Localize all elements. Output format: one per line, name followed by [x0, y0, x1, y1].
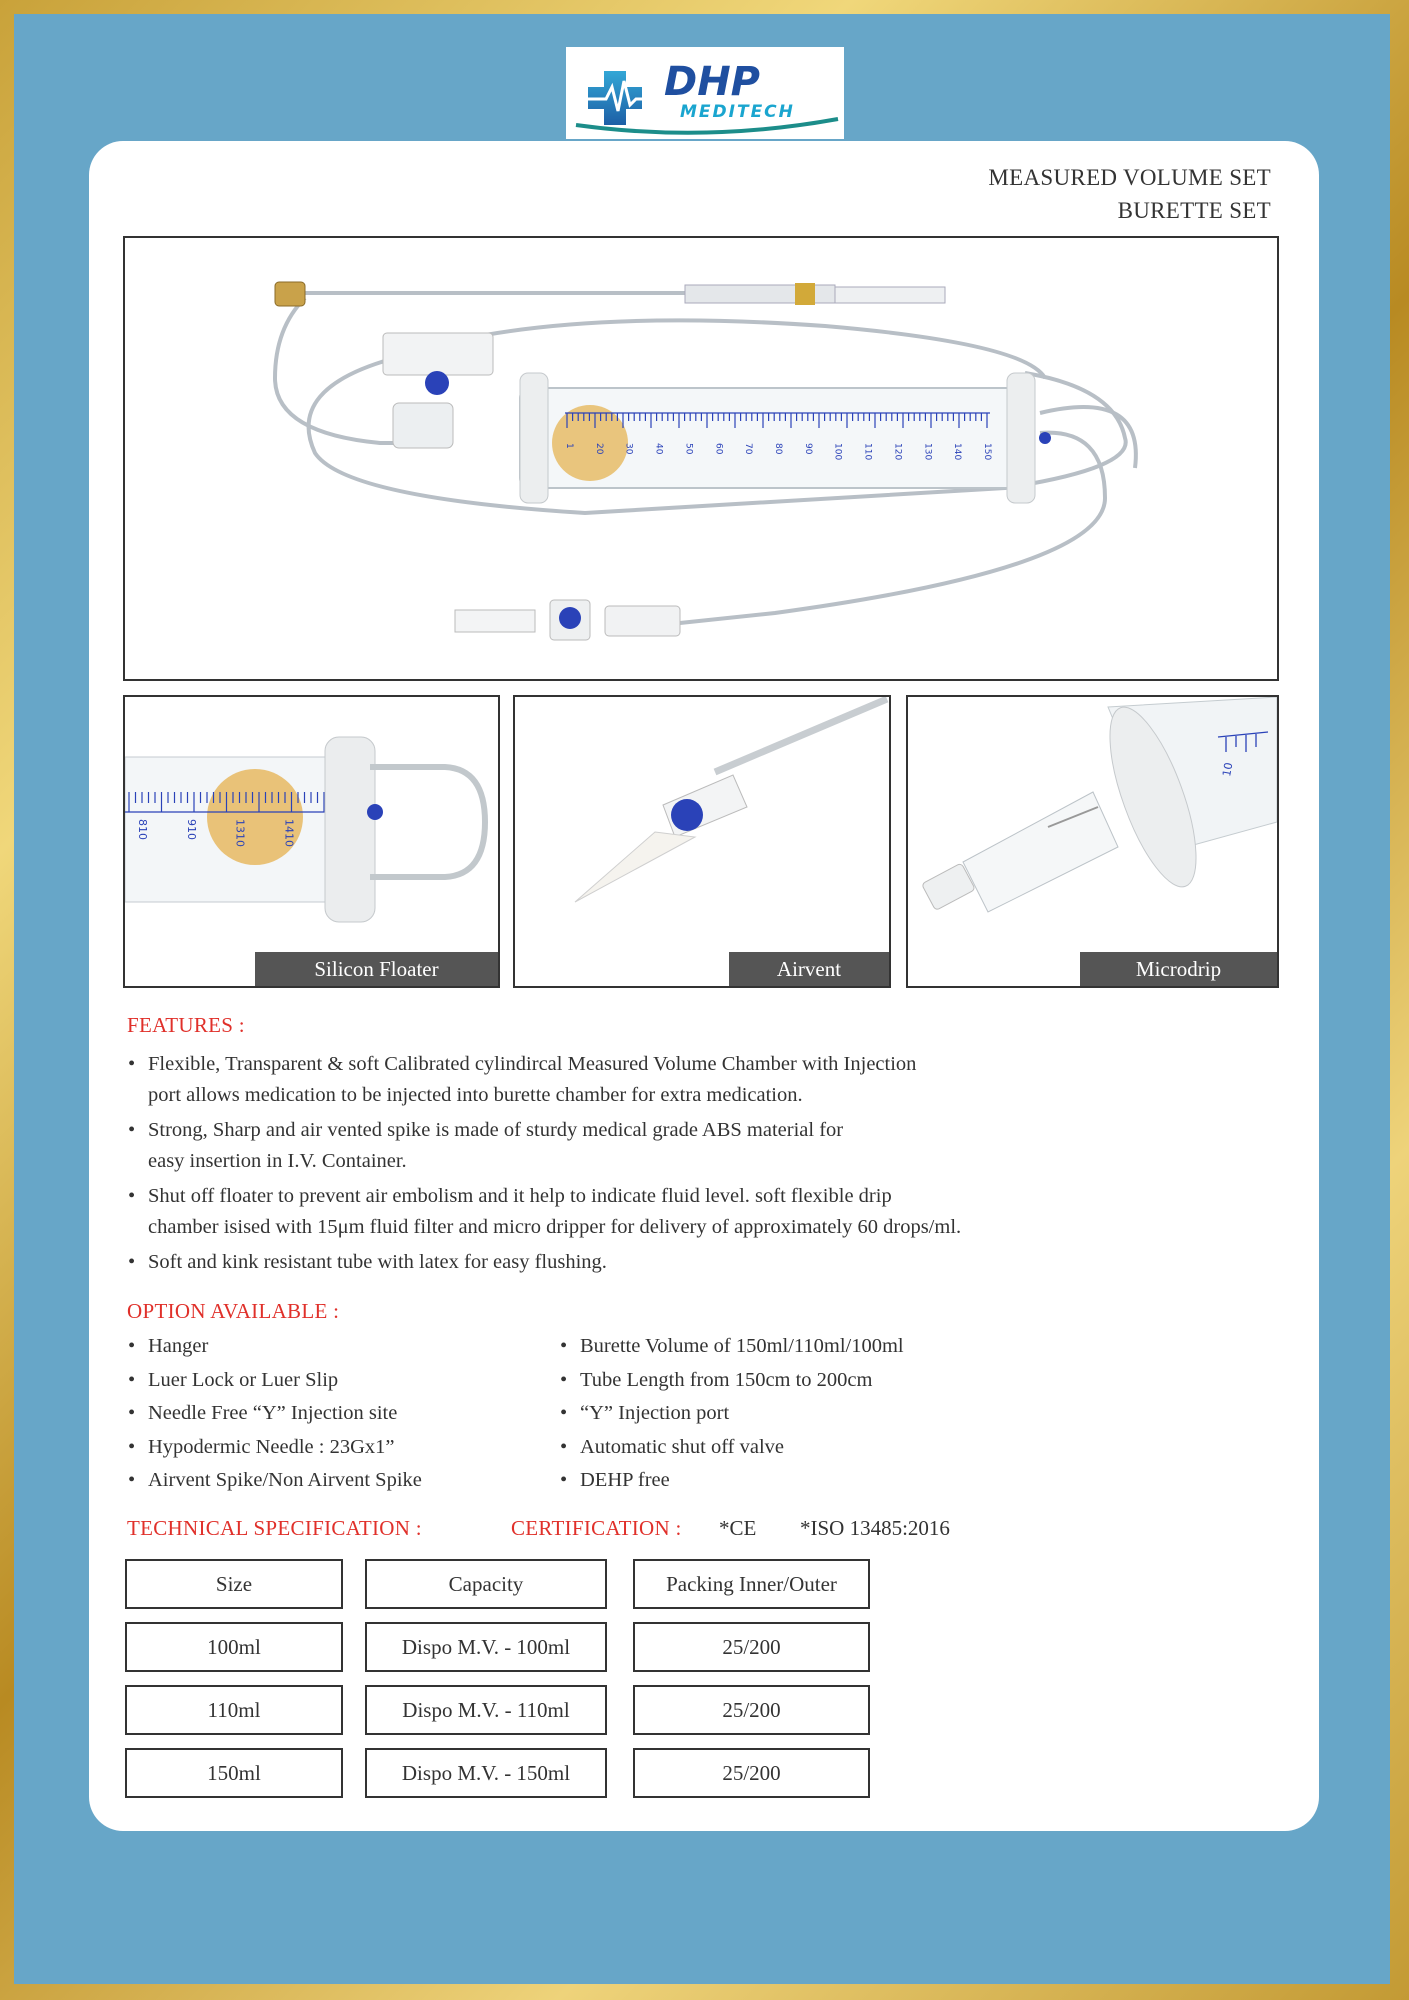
feature-item: • Flexible, Transparent & soft Calibrated cylindircal Measured Volume Chamber with Injection port allows medication to be injected into burette chamber for extra medication.	[125, 1049, 1245, 1111]
floater-scale-label: 1410	[282, 819, 296, 847]
caption-microdrip: Microdrip	[1080, 952, 1277, 986]
logo-graphic	[566, 47, 844, 139]
caption-silicon-floater: Silicon Floater	[255, 952, 498, 986]
table-cell: 100ml	[125, 1622, 343, 1672]
options-right-list	[557, 1331, 1057, 1499]
main-scale-label: 150	[982, 443, 992, 461]
airvent-image	[513, 695, 891, 988]
floater-scale-label: 910	[184, 819, 198, 840]
option-item: • Burette Volume of 150ml/110ml/100ml	[557, 1331, 1057, 1365]
main-scale-label: 40	[653, 443, 664, 455]
main-product-image	[123, 236, 1279, 681]
title-line-2: BURETTE SET	[1117, 198, 1271, 223]
option-item: • DEHP free	[557, 1465, 1057, 1499]
option-item: • “Y” Injection port	[557, 1398, 1057, 1432]
main-scale-label: 100	[832, 443, 843, 461]
table-cell: 25/200	[633, 1685, 870, 1735]
burette-set-illustration	[125, 238, 1277, 679]
airvent-spike-illustration	[515, 697, 889, 986]
content-card	[89, 141, 1319, 1831]
table-cell: Dispo M.V. - 100ml	[365, 1622, 607, 1672]
options-left-list	[125, 1331, 545, 1499]
option-item: • Automatic shut off valve	[557, 1432, 1057, 1466]
options-heading: OPTION AVAILABLE :	[127, 1299, 340, 1323]
table-cell: 150ml	[125, 1748, 343, 1798]
table-header-packing: Packing Inner/Outer	[633, 1559, 870, 1609]
main-scale-label: 90	[802, 443, 813, 455]
option-item: • Luer Lock or Luer Slip	[125, 1365, 545, 1399]
certification-iso: *ISO 13485:2016	[800, 1516, 950, 1540]
main-scale-label: 30	[623, 443, 634, 455]
main-scale-label: 140	[952, 443, 963, 461]
main-scale-label: 20	[593, 443, 604, 455]
floater-scale-label: 1310	[233, 819, 247, 847]
certification-ce: *CE	[719, 1516, 757, 1540]
option-item: • Needle Free “Y” Injection site	[125, 1398, 545, 1432]
caption-airvent: Airvent	[729, 952, 889, 986]
option-item: • Hanger	[125, 1331, 545, 1365]
option-item: • Hypodermic Needle : 23Gx1”	[125, 1432, 545, 1466]
table-cell: 25/200	[633, 1748, 870, 1798]
logo-name: DHP	[664, 59, 760, 105]
main-scale-label: 1	[564, 443, 574, 449]
microdrip-illustration	[908, 697, 1277, 986]
logo-subtitle: MEDITECH	[680, 102, 795, 122]
floater-illustration	[125, 697, 498, 986]
silicon-floater-image	[123, 695, 500, 988]
option-item: • Tube Length from 150cm to 200cm	[557, 1365, 1057, 1399]
floater-scale-label: 810	[136, 819, 149, 840]
table-cell: 110ml	[125, 1685, 343, 1735]
company-logo	[566, 47, 844, 139]
main-scale-label: 70	[743, 443, 754, 455]
title-line-1: MEASURED VOLUME SET	[988, 165, 1271, 190]
feature-item: • Strong, Sharp and air vented spike is made of sturdy medical grade ABS material for easy insertion in I.V. Container.	[125, 1115, 1245, 1177]
certification-heading: CERTIFICATION :	[511, 1516, 682, 1540]
main-scale-label: 80	[773, 443, 783, 455]
table-cell: Dispo M.V. - 150ml	[365, 1748, 607, 1798]
table-header-size: Size	[125, 1559, 343, 1609]
features-heading: FEATURES :	[127, 1013, 245, 1037]
feature-item: • Shut off floater to prevent air embolism and it help to indicate fluid level. soft flexible drip chamber isised with 15μm fluid filter and micro dripper for delivery of approximately 60 drops/ml.	[125, 1181, 1245, 1243]
microdrip-image	[906, 695, 1279, 988]
table-header-capacity: Capacity	[365, 1559, 607, 1609]
microdrip-scale-label: 10	[1220, 761, 1236, 778]
main-scale-label: 110	[862, 443, 873, 461]
main-scale-label: 130	[922, 443, 933, 461]
option-item: • Airvent Spike/Non Airvent Spike	[125, 1465, 545, 1499]
table-cell: 25/200	[633, 1622, 870, 1672]
table-cell: Dispo M.V. - 110ml	[365, 1685, 607, 1735]
feature-item: • Soft and kink resistant tube with latex for easy flushing.	[125, 1247, 1245, 1278]
tech-spec-heading: TECHNICAL SPECIFICATION :	[127, 1516, 422, 1540]
features-list	[125, 1049, 1245, 1282]
main-scale-label: 60	[713, 443, 724, 455]
main-scale-label: 50	[683, 443, 694, 455]
main-scale-label: 120	[892, 443, 903, 461]
document-title	[988, 161, 1271, 227]
